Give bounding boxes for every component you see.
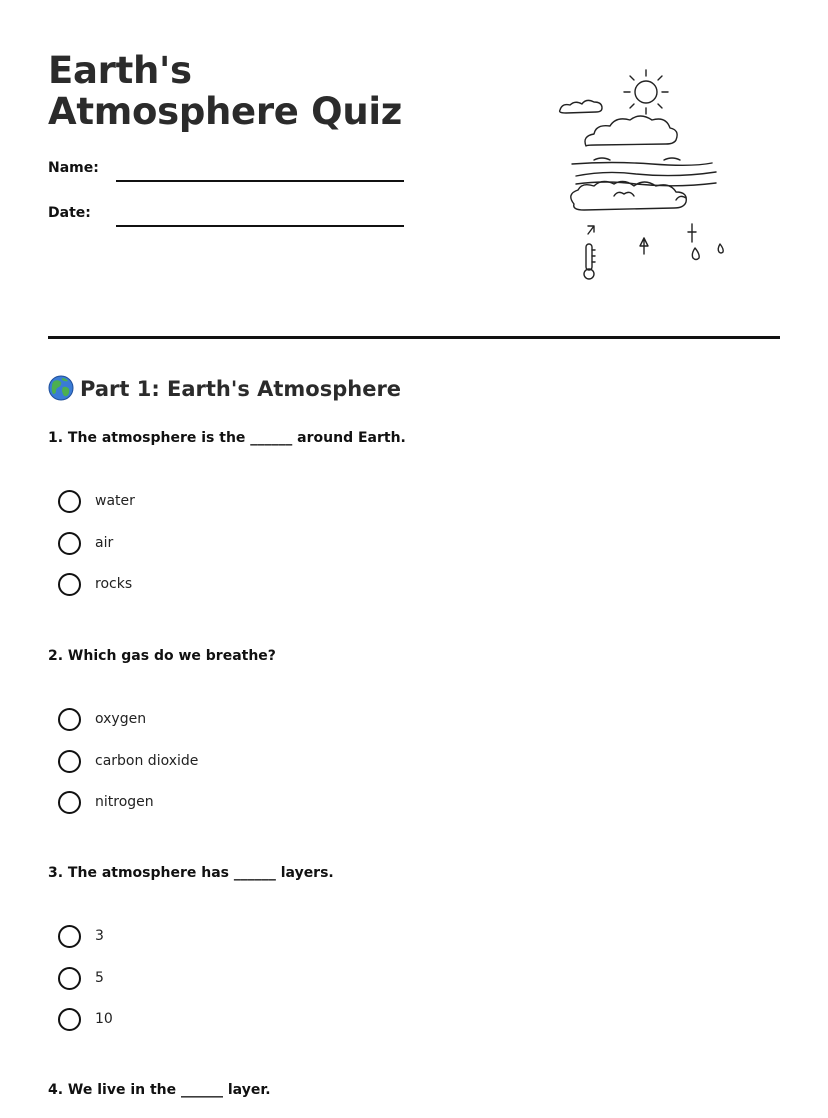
name-field[interactable]: [48, 160, 404, 184]
globe-icon: [48, 375, 74, 401]
quiz-header: [48, 0, 780, 401]
question-2: [48, 646, 780, 810]
page-title: Earth's Atmosphere Quiz: [48, 49, 402, 133]
question-text: 1. The atmosphere is the ______ around Earth.: [48, 430, 406, 446]
option-label[interactable]: oxygen: [95, 711, 147, 727]
date-line[interactable]: [116, 225, 404, 227]
option-label[interactable]: nitrogen: [95, 794, 154, 810]
radio-button[interactable]: [58, 708, 81, 731]
radio-button[interactable]: [58, 791, 81, 814]
question-text: 4. We live in the ______ layer.: [48, 1082, 271, 1098]
radio-button[interactable]: [58, 925, 81, 948]
atmosphere-sketch-icon: [554, 64, 726, 286]
radio-button[interactable]: [58, 750, 81, 773]
option-label[interactable]: 3: [95, 928, 104, 944]
section-title: [48, 374, 401, 404]
name-line[interactable]: [116, 180, 404, 182]
option-label[interactable]: 10: [95, 1011, 113, 1027]
question-1: [48, 428, 780, 592]
radio-button[interactable]: [58, 967, 81, 990]
question-3: [48, 863, 780, 1027]
option-label[interactable]: rocks: [95, 576, 133, 592]
question-4: [48, 1080, 780, 1100]
date-label: Date:: [48, 205, 91, 221]
question-text: 2. Which gas do we breathe?: [48, 648, 276, 664]
question-text: 3. The atmosphere has ______ layers.: [48, 865, 334, 881]
option-label[interactable]: water: [95, 493, 135, 509]
section-title-text: Part 1: Earth's Atmosphere: [80, 377, 402, 401]
option-label[interactable]: 5: [95, 969, 104, 986]
radio-button[interactable]: [58, 573, 81, 596]
option-label[interactable]: air: [95, 534, 114, 551]
radio-button[interactable]: [58, 532, 81, 555]
quiz-page: [48, 0, 780, 1118]
option-label[interactable]: carbon dioxide: [95, 752, 199, 769]
radio-button[interactable]: [58, 1008, 81, 1031]
name-label: Name:: [48, 160, 99, 176]
section-divider: [48, 336, 780, 339]
radio-button[interactable]: [58, 490, 81, 513]
date-field[interactable]: [48, 205, 404, 229]
